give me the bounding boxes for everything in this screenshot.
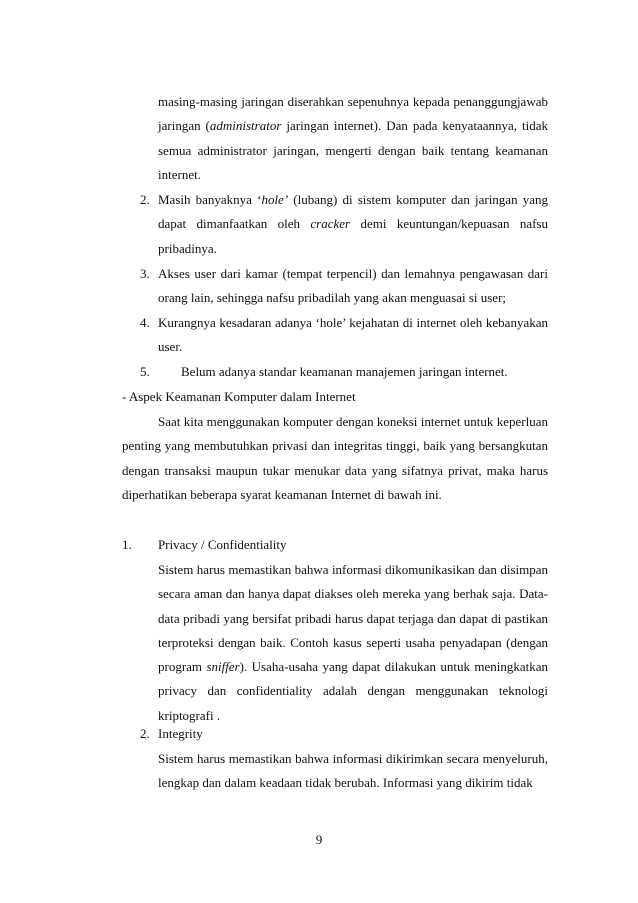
aspect-2-body: Sistem harus memastikan bahwa informasi dikirimkan secara menyeluruh, lengkap dan dalam keadaan tidak berubah. Informasi yang dikirim tidak — [158, 751, 548, 791]
item-5-number: 5. — [140, 364, 150, 379]
item-3-text: Akses user dari kamar (tempat terpencil) dan lemahnya pengawasan dari orang lain, sehingga nafsu pribadilah yang akan menguasai si user; — [158, 266, 548, 306]
italic-term: cracker — [310, 216, 351, 232]
aspect-1-title: Privacy / Confidentiality — [158, 537, 287, 552]
page-number: 9 — [315, 832, 323, 847]
text-run: (lubang) di sistem komputer dan jaringan yang dapat dimanfaatkan oleh — [158, 192, 548, 232]
italic-term: sniffer — [206, 659, 240, 675]
item-2-text — [158, 188, 548, 261]
text-run: Sistem harus memastikan bahwa informasi dikomunikasikan dan disimpan secara aman dan hanya dapat diakses oleh mereka yang berhak saja. Data-data pribadi yang bersifat pribadi harus dapat terjaga dan dapat di pastikan terproteksi dengan baik. Contoh kasus seperti usaha penyadapan (dengan program — [158, 562, 548, 675]
aspect-1-number: 1. — [122, 537, 132, 552]
item-2-number: 2. — [140, 192, 150, 207]
text-run: jaringan internet). Dan pada kenyataannya, tidak semua administrator jaringan, mengerti dengan baik tentang keamanan internet. — [158, 118, 548, 182]
aspect-2-title: Integrity — [158, 726, 203, 741]
section-heading: - Aspek Keamanan Komputer dalam Internet — [122, 389, 356, 404]
item-4-text: Kurangnya kesadaran adanya ‘hole’ kejahatan di internet oleh kebanyakan user. — [158, 315, 548, 355]
text-run: ). Usaha-usaha yang dapat dilakukan untuk meningkatkan privacy dan confidentiality adalah dengan menggunakan teknologi kriptografi . — [158, 659, 548, 723]
aspect-2-number: 2. — [140, 726, 150, 741]
item-5-text: Belum adanya standar keamanan manajemen jaringan internet. — [181, 364, 508, 379]
text-run: Masih banyaknya ‘ — [158, 192, 262, 207]
section-paragraph: Saat kita menggunakan komputer dengan koneksi internet untuk keperluan penting yang membutuhkan privasi dan integritas tinggi, baik yang bersangkutan dengan transaksi maupun tukar menukar data yang sifatnya privat, maka harus diperhatikan beberapa syarat keamanan Internet di bawah ini. — [122, 414, 548, 502]
text-run: demi keuntungan/kepuasan nafsu pribadinya. — [158, 216, 548, 256]
aspect-1-body — [158, 558, 548, 728]
item-1-continuation — [158, 90, 548, 187]
italic-term: hole’ — [261, 192, 289, 207]
italic-term: administrator — [209, 118, 282, 134]
text-run: masing-masing jaringan diserahkan sepenuhnya kepada penanggungjawab jaringan ( — [158, 94, 548, 134]
item-4-number: 4. — [140, 315, 150, 330]
item-3-number: 3. — [140, 266, 150, 281]
